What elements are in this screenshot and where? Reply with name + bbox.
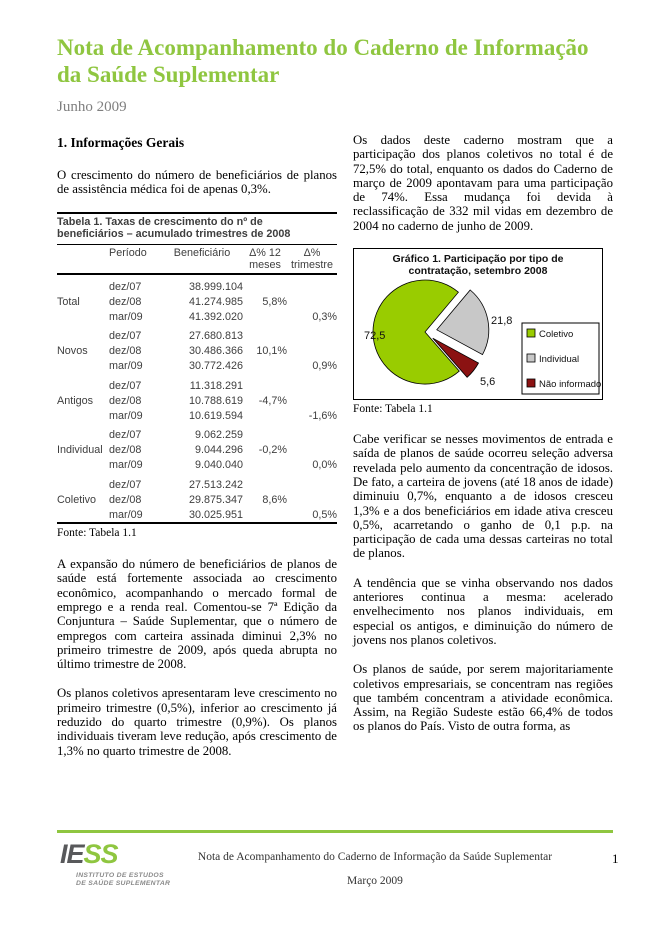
table-cell (287, 344, 337, 359)
table-cell: 10,1% (256, 345, 287, 358)
table-header-row (57, 245, 337, 274)
document-header (57, 34, 617, 116)
paragraph: Os planos coletivos apresentaram leve crescimento no primeiro trimestre (0,5%), inferior ao crescimento já reduzido do quarto trimestre (0,9%). Os planos individuais tiveram leve redução, após crescimento de 1,3% no quarto trimestre de 2008. (57, 686, 337, 758)
row-group-label: Individual (57, 444, 103, 457)
footer-title: Nota de Acompanhamento do Caderno de Informação da Saúde Suplementar (197, 851, 553, 863)
table-cell (287, 294, 337, 309)
table-cell: mar/09 (109, 508, 143, 521)
section-heading: 1. Informações Gerais (57, 135, 185, 150)
right-column (353, 133, 613, 773)
table-cell (287, 473, 337, 493)
footer-date: Março 2009 (347, 875, 403, 887)
pie-chart (354, 277, 602, 399)
paragraph: Os planos de saúde, por serem majoritariamente coletivos empresariais, se concentram nas regiões que também concentram a atividade econômica. Assim, na Região Sudeste estão 66,4% de todos os planos do País. Visto de outra forma, as (353, 662, 613, 734)
table-cell: -4,7% (258, 394, 287, 407)
table-body (57, 274, 337, 524)
table-cell: 0,3% (312, 310, 337, 323)
table-cell: 8,6% (262, 493, 287, 506)
logo-subtitle-line1: INSTITUTO DE ESTUDOS (76, 872, 164, 879)
table-cell: dez/07 (109, 429, 142, 442)
table-row (57, 274, 337, 295)
page-title-line1: Nota de Acompanhamento do Caderno de Informação (57, 35, 589, 60)
table-cell (243, 309, 287, 324)
logo-subtitle-line2: DE SAÚDE SUPLEMENTAR (76, 880, 171, 887)
table-cell (287, 492, 337, 507)
table-cell (287, 324, 337, 344)
table-cell: 30.772.426 (188, 360, 243, 373)
growth-table (57, 245, 337, 525)
paragraph: A expansão do número de beneficiários de planos de saúde está fortemente associada ao crescimento econômico, acompanhando o mercado formal de emprego e a renda real. Comentou-se 7ª Edição da Conjuntura – Saúde Suplementar, que o número de empregos com carteira assinada diminui 2,3% no primeiro trimestre de 2009, após queda abrupta no último trimestre de 2008. (57, 557, 337, 672)
table-header-cell: Período (109, 245, 161, 274)
table-cell (243, 374, 287, 394)
table-cell: dez/08 (109, 444, 142, 457)
legend-swatch-individual (527, 354, 535, 362)
table-cell: 10.788.619 (188, 394, 243, 407)
row-group-label: Antigos (57, 394, 94, 407)
body-columns (57, 133, 613, 773)
table-cell (243, 473, 287, 493)
legend-swatch-coletivo (527, 329, 535, 337)
table-cell: 9.040.040 (194, 459, 243, 472)
chart-source: Fonte: Tabela 1.1 (353, 403, 433, 416)
table-header-cell: Beneficiário (161, 245, 243, 274)
row-group-label: Total (57, 295, 80, 308)
table-row (57, 374, 337, 394)
footer-divider (57, 830, 613, 833)
table-cell: mar/09 (109, 360, 143, 373)
iess-logo (60, 840, 118, 868)
table-header-cell: Δ% trimestre (287, 245, 337, 274)
table-cell: 11.318.291 (189, 379, 243, 392)
table-cell: 27.680.813 (188, 330, 243, 343)
table-cell: 29.875.347 (188, 493, 243, 506)
table-cell: 0,0% (312, 459, 337, 472)
table-cell (243, 274, 287, 295)
table-cell: dez/07 (109, 379, 142, 392)
chart-title (354, 254, 602, 277)
table-header (57, 245, 337, 274)
table-cell (243, 423, 287, 443)
pie-value-nao-informado: 5,6 (480, 376, 496, 389)
paragraph: O crescimento do número de beneficiários de planos de assistência médica foi de apenas 0,3%. (57, 168, 337, 197)
table-cell: 41.392.020 (188, 310, 243, 323)
table-cell (287, 374, 337, 394)
table-cell: 10.619.594 (188, 409, 243, 422)
table-header-cell: Δ% 12 meses (243, 245, 287, 274)
table-title (57, 212, 337, 245)
table-cell: 27.513.242 (188, 478, 243, 491)
table-cell: 41.274.985 (188, 295, 243, 308)
table-source: Fonte: Tabela 1.1 (57, 527, 137, 540)
table-cell: dez/07 (109, 280, 142, 293)
chart-title-line1: Gráfico 1. Participação por tipo de (392, 253, 564, 266)
table-cell (243, 458, 287, 473)
table-cell: mar/09 (109, 459, 143, 472)
paragraph: Os dados deste caderno mostram que a participação dos planos coletivos no total é de 72,5% do total, enquanto os dados do Caderno de março de 2009 apontavam para uma participação de 74%. Essa mudança foi devida à reclassificação de 332 mil vidas em dezembro de 2004 no caderno de junho de 2009. (353, 133, 613, 233)
row-group-label: Coletivo (57, 493, 97, 506)
page-title (57, 34, 617, 88)
left-column (57, 133, 337, 773)
table-title-line2: beneficiários – acumulado trimestres de 2008 (57, 228, 291, 241)
pie-chart-box (353, 248, 603, 400)
legend-label-individual: Individual (539, 354, 580, 366)
pie-value-individual: 21,8 (491, 315, 513, 328)
table-cell (287, 443, 337, 458)
legend-swatch-nao-informado (527, 379, 535, 387)
table-cell: mar/09 (109, 310, 143, 323)
table-cell: 5,8% (262, 295, 287, 308)
document-date: Junho 2009 (57, 99, 127, 115)
table-cell (287, 274, 337, 295)
paragraph: A tendência que se vinha observando nos dados anteriores continua a mesma: acelerado envelhecimento nos planos individuais, em especial os antigos, e diminuição do número de jovens nos planos coletivos. (353, 575, 613, 647)
page-number: 1 (612, 851, 619, 866)
legend-label-nao-informado: Não informado (539, 379, 602, 391)
paragraph: Cabe verificar se nesses movimentos de entrada e saída de planos de saúde ocorreu seleção adversa revelada pelo aumento da concentração de idosos. De fato, a carteira de jovens (até 18 anos de idade) diminuiu 0,7%, enquanto a de idosos cresceu 1,3% e a dos beneficiários em idade ativa cresceu 0,5%, acarretando o ganho de 0,1 p.p. na participação de cada uma dessas carteiras no total de planos. (353, 432, 613, 561)
table-cell: 30.486.366 (188, 345, 243, 358)
table-title-line1: Tabela 1. Taxas de crescimento do nº de (57, 215, 263, 228)
table-cell: dez/08 (109, 345, 142, 358)
table-cell (243, 408, 287, 423)
table-cell: 0,5% (312, 508, 337, 521)
table-1 (57, 212, 337, 540)
pie-value-coletivo: 72,5 (364, 330, 386, 343)
table-cell (243, 507, 287, 523)
table-cell: dez/08 (109, 493, 142, 506)
table-cell: dez/08 (109, 295, 142, 308)
logo-text-ss: SS (83, 839, 118, 869)
table-cell: 38.999.104 (188, 280, 243, 293)
table-cell: -1,6% (308, 409, 337, 422)
table-cell (287, 393, 337, 408)
chart-title-line2: contratação, setembro 2008 (408, 264, 548, 277)
table-row (57, 324, 337, 344)
table-cell: 9.062.259 (194, 429, 243, 442)
page-title-line2: da Saúde Suplementar (57, 62, 280, 87)
legend-label-coletivo: Coletivo (539, 329, 574, 341)
table-cell (243, 359, 287, 374)
table-cell: 30.025.951 (188, 508, 243, 521)
row-group-label: Novos (57, 345, 88, 358)
table-row (57, 423, 337, 443)
table-row (57, 473, 337, 493)
logo-subtitle (76, 872, 170, 888)
table-cell: 9.044.296 (194, 444, 243, 457)
table-cell (243, 324, 287, 344)
table-cell: dez/07 (109, 478, 142, 491)
table-cell: dez/07 (109, 330, 142, 343)
table-cell: mar/09 (109, 409, 143, 422)
table-cell (287, 423, 337, 443)
table-cell: 0,9% (312, 360, 337, 373)
table-header-cell (57, 245, 109, 274)
table-cell: -0,2% (258, 444, 287, 457)
table-cell: dez/08 (109, 394, 142, 407)
logo-text-ie: IE (60, 839, 84, 869)
footer-text (165, 851, 585, 887)
